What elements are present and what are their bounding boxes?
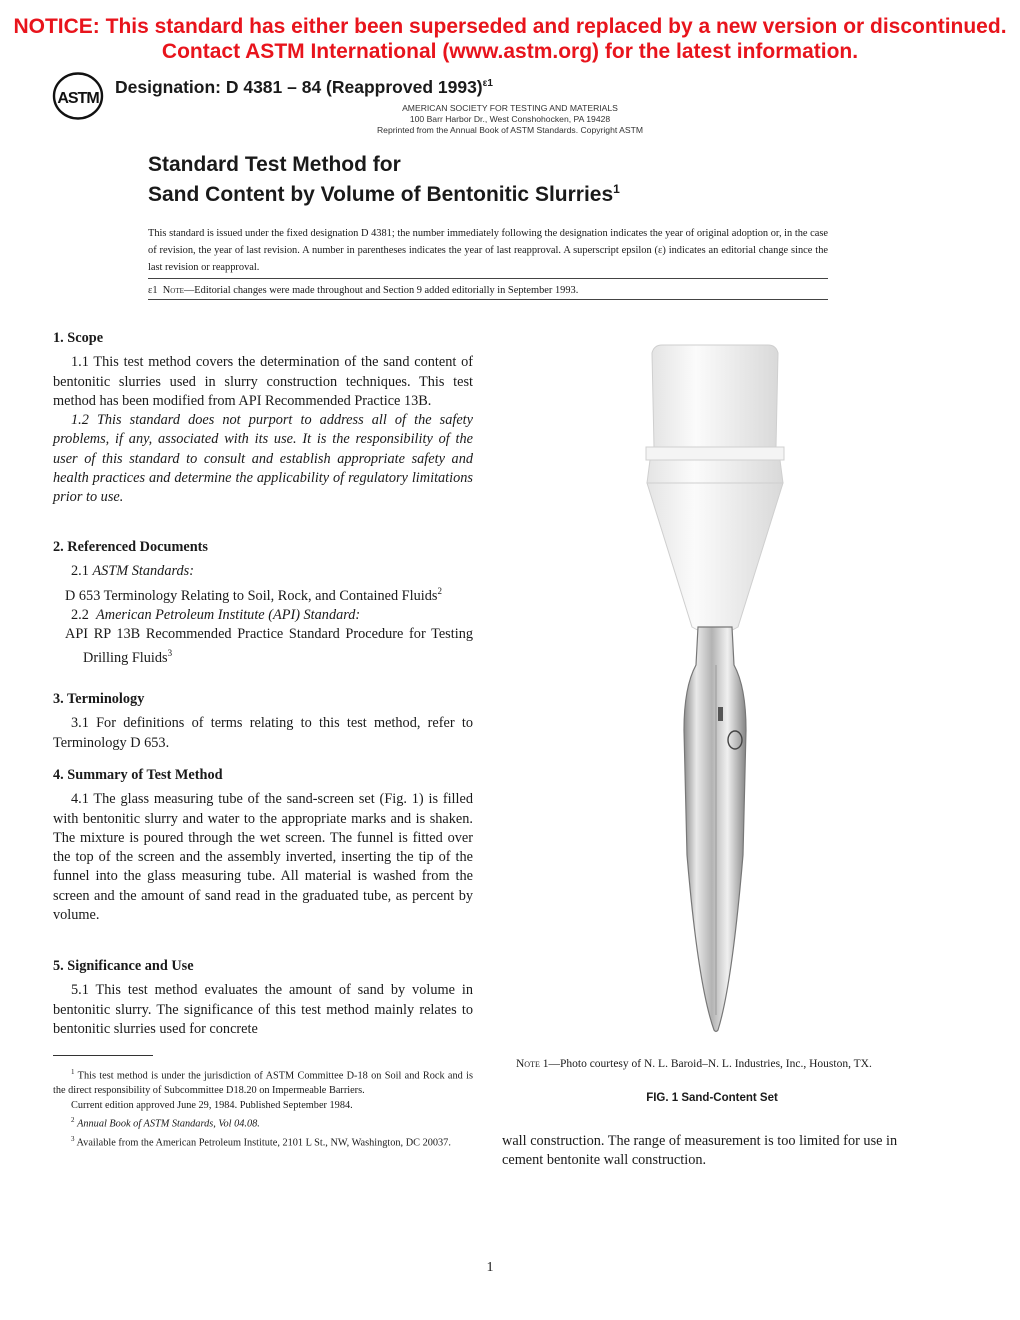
designation [115,77,493,98]
paragraph-5-1-continued: wall construction. The range of measurement is too limited for use in cement bentonite wall construction. [502,1133,898,1169]
society-reprint: Reprinted from the Annual Book of ASTM Standards. Copyright ASTM [376,125,644,135]
section-summary [53,766,473,925]
footnote-2-mark: 2 [71,1116,75,1125]
section-heading: 3. Terminology [53,691,145,707]
reference-d653: D 653 Terminology Relating to Soil, Rock, and Contained Fluids [65,587,438,604]
reference-api: API RP 13B Recommended Practice Standard Procedure for Testing Drilling Fluids [65,625,473,667]
notice-line-2: Contact ASTM International (www.astm.org) for the latest information. [161,40,859,63]
figure-note-text: —Photo courtesy of N. L. Baroid–N. L. Industries, Inc., Houston, TX. [548,1058,872,1070]
editorial-note-text: —Editorial changes were made throughout and Section 9 added editorially in September 1993. [183,285,579,296]
document-title [148,152,620,207]
section-significance [53,957,473,1039]
society-name: AMERICAN SOCIETY FOR TESTING AND MATERIALS [402,103,618,113]
notice-line-1: NOTICE: This standard has either been superseded and replaced by a new version or discontinued. [13,15,1007,38]
title-footnote-mark: 1 [613,182,620,196]
divider-top [148,278,828,279]
figure-note-label: Note 1 [516,1058,549,1070]
editorial-note [148,284,578,298]
astm-logo [52,72,104,120]
paragraph-2-1-num: 2.1 [71,563,89,580]
title-line-2: Sand Content by Volume of Bentonitic Slurries [148,183,614,206]
footnote-1-mark: 1 [71,1068,75,1076]
section-heading: 1. Scope [53,330,104,346]
designation-text: Designation: D 4381 – 84 (Reapproved 1993) [115,77,483,97]
paragraph-4-1: 4.1 The glass measuring tube of the sand-screen set (Fig. 1) is filled with bentonitic slurry and water to the appropriate marks and is shaken. The mixture is poured through the wet screen. The funnel is fitted over the top of the screen and the assembly inverted, inserting the tip of the funnel into the glass measuring tube. All material is washed from the screen and the amount of sand read in the graduated tube, as percent by volume. [53,791,473,924]
figure-caption: FIG. 1 Sand-Content Set [646,1092,778,1104]
designation-epsilon: ε1 [482,78,493,90]
paragraph-3-1: 3.1 For definitions of terms relating to this test method, refer to Terminology D 653. [53,715,473,751]
section-heading: 2. Referenced Documents [53,539,208,555]
footnotes [53,1065,473,1150]
astm-logo-text: ASTM [57,90,99,107]
paragraph-5-1: 5.1 This test method evaluates the amount of sand by volume in bentonitic slurry. The significance of this test method mainly relates to bentonitic slurries used for concrete [53,982,473,1037]
divider-bottom [148,299,828,300]
footnote-1: This test method is under the jurisdiction of ASTM Committee D-18 on Soil and Rock and is the direct responsibility of Subcommittee D18.20 on Impermeable Barriers. [53,1070,474,1097]
reference-api-footnote-mark: 3 [167,648,173,659]
society-address: 100 Barr Harbor Dr., West Conshohocken, PA 19428 [409,114,611,124]
footnote-3: Available from the American Petroleum Institute, 2101 L St., NW, Washington, DC 20037. [76,1137,451,1149]
society-info [300,103,720,136]
editorial-note-mark: ε1 [148,285,158,296]
section-terminology [53,690,473,753]
footnote-3-mark: 3 [71,1134,75,1143]
paragraph-2-1-label: ASTM Standards: [92,563,194,580]
figure-note [502,1056,922,1073]
supersede-notice [0,14,1020,64]
section-heading: 5. Significance and Use [53,958,194,974]
footnote-2: Annual Book of ASTM Standards, Vol 04.08. [77,1118,260,1130]
paragraph-1-1: 1.1 This test method covers the determination of the sand content of bentonitic slurries used in slurry construction techniques. This test method has been modified from API Recommended Practice 13B. [53,354,473,409]
reference-d653-footnote-mark: 2 [437,585,442,596]
title-line-1: Standard Test Method for [148,153,401,176]
section-referenced-documents [53,538,473,668]
paragraph-2-2-label: American Petroleum Institute (API) Standard: [96,606,361,623]
footnote-1-approval: Current edition approved June 29, 1984. Published September 1984. [71,1100,353,1112]
section-heading: 4. Summary of Test Method [53,767,223,783]
page-number: 1 [486,1260,494,1275]
paragraph-2-2-num: 2.2 [71,606,89,623]
sand-content-set-photo [600,335,830,1035]
issued-statement: This standard is issued under the fixed designation D 4381; the number immediately following the designation indicates the year of original adoption or, in the case of revision, the year of last revision. A number in parentheses indicates the year of last reapproval. A superscript epsilon (ε) indicates an editorial change since the last revision or reapproval. [148,228,829,273]
footnote-rule [53,1055,153,1056]
section-scope [53,329,473,508]
paragraph-1-2: 1.2 This standard does not purport to address all of the safety problems, if any, associated with its use. It is the responsibility of the user of this standard to consult and establish appropriate safety and health practices and determine the applicability of regulatory limitations prior to use. [53,412,473,506]
editorial-note-label: Note [162,285,184,296]
